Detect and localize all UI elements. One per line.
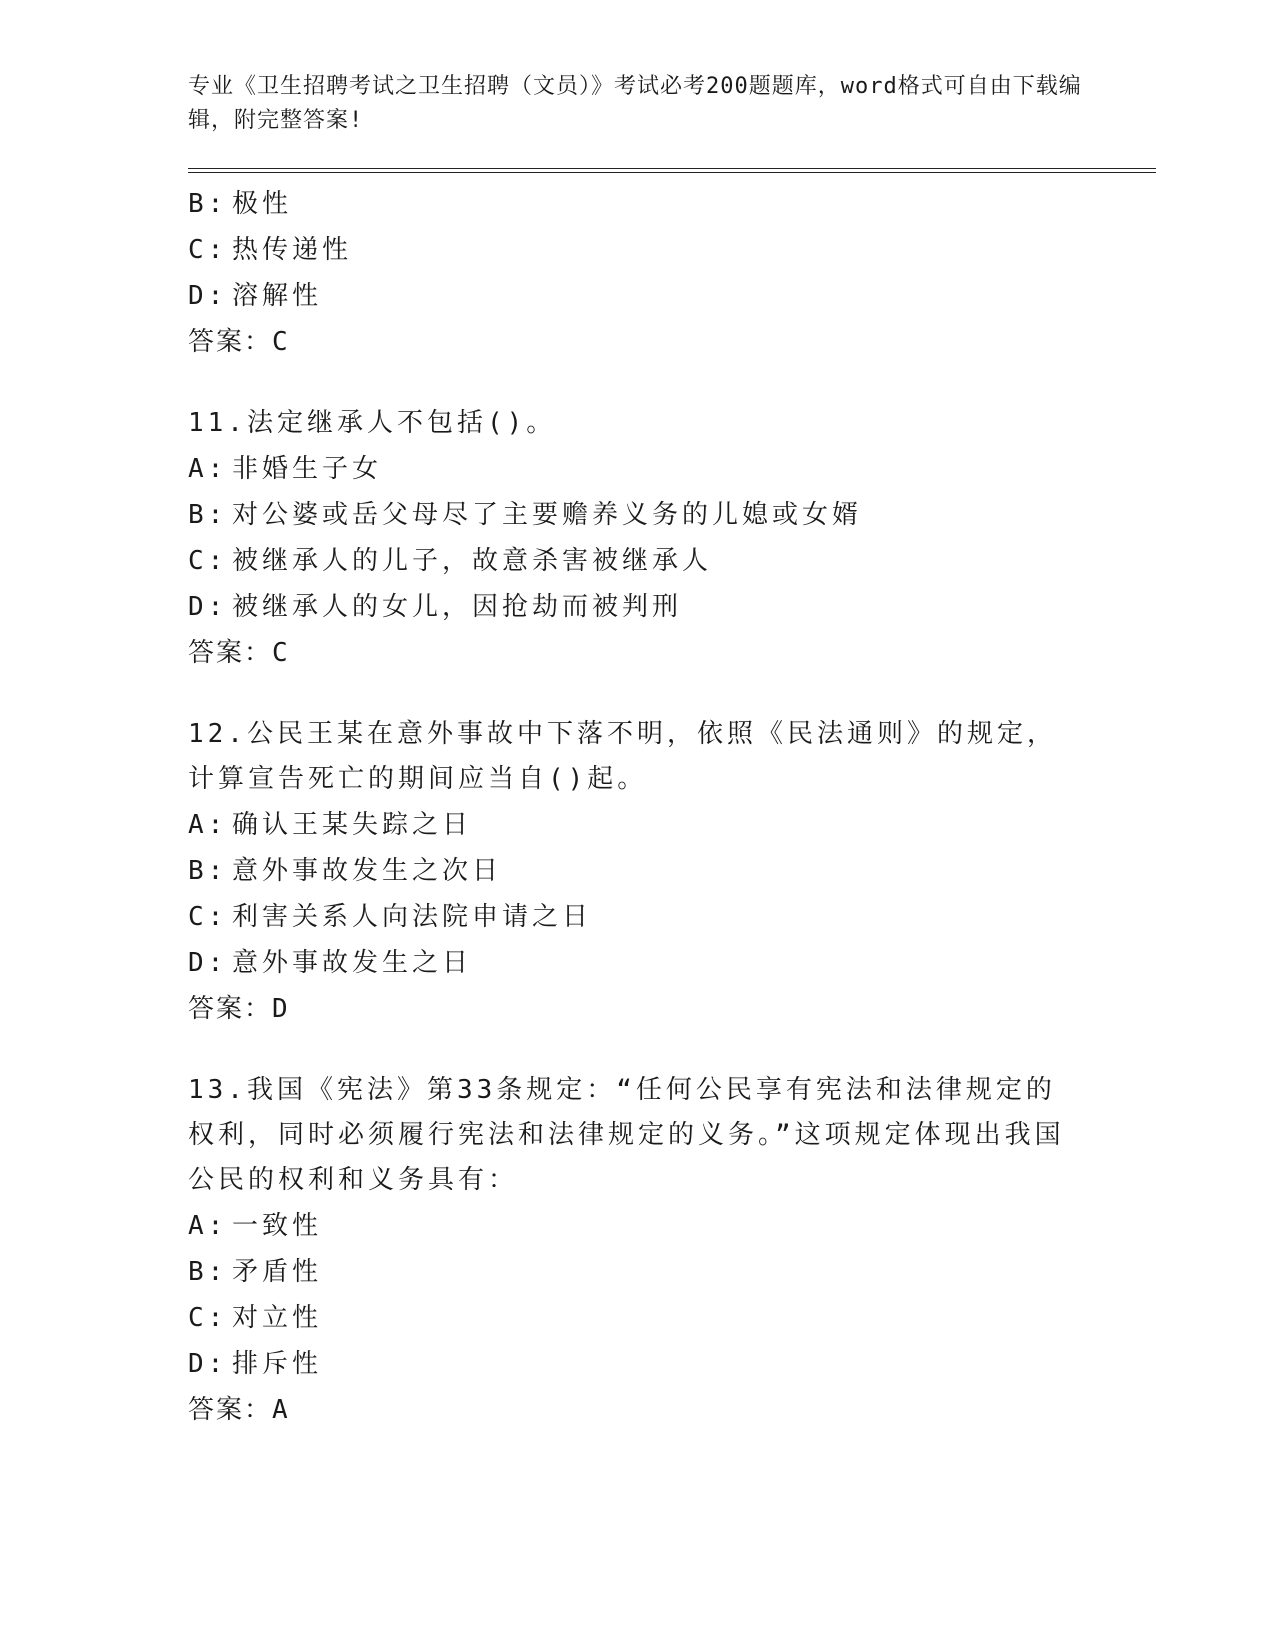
question-content — [188, 181, 1158, 1433]
answer-line — [188, 630, 1158, 676]
answer-label: 答案： — [188, 1395, 273, 1425]
option-letter: D: — [188, 592, 228, 622]
option-letter: D: — [188, 1349, 228, 1379]
option-d — [188, 273, 1158, 319]
option-d — [188, 940, 1158, 986]
answer-label: 答案： — [188, 327, 273, 357]
carryover-question — [188, 181, 1158, 365]
option-a — [188, 446, 1158, 492]
option-text: 被继承人的儿子，故意杀害被继承人 — [232, 546, 713, 576]
option-a — [188, 802, 1158, 848]
option-text: 对立性 — [232, 1303, 323, 1333]
option-letter: A: — [188, 454, 228, 484]
option-letter: A: — [188, 1211, 228, 1241]
option-text: 被继承人的女儿，因抢劫而被判刑 — [232, 592, 683, 622]
answer-value: C — [272, 327, 290, 357]
option-text: 意外事故发生之日 — [232, 948, 473, 978]
option-text: 利害关系人向法院申请之日 — [232, 902, 593, 932]
option-letter: C: — [188, 546, 228, 576]
question-stem: 11.法定继承人不包括()。 — [188, 408, 557, 438]
option-text: 一致性 — [232, 1211, 323, 1241]
option-text: 极性 — [232, 189, 293, 219]
option-text: 意外事故发生之次日 — [232, 856, 503, 886]
option-b — [188, 181, 1158, 227]
option-c — [188, 1295, 1158, 1341]
option-b — [188, 492, 1158, 538]
answer-line — [188, 986, 1158, 1032]
question-13 — [188, 1068, 1158, 1433]
question-12 — [188, 712, 1158, 1032]
answer-value: C — [272, 638, 290, 668]
answer-line — [188, 1387, 1158, 1433]
option-letter: B: — [188, 500, 228, 530]
option-d — [188, 584, 1158, 630]
option-letter: B: — [188, 856, 228, 886]
option-letter: D: — [188, 281, 228, 311]
answer-value: A — [272, 1395, 290, 1425]
option-letter: A: — [188, 810, 228, 840]
option-text: 确认王某失踪之日 — [232, 810, 473, 840]
question-11 — [188, 401, 1158, 676]
option-c — [188, 538, 1158, 584]
option-b — [188, 1249, 1158, 1295]
answer-label: 答案： — [188, 994, 273, 1024]
option-letter: C: — [188, 902, 228, 932]
option-letter: D: — [188, 948, 228, 978]
option-letter: C: — [188, 1303, 228, 1333]
option-b — [188, 848, 1158, 894]
option-a — [188, 1203, 1158, 1249]
question-stem: 13.我国《宪法》第33条规定：“任何公民享有宪法和法律规定的权利，同时必须履行宪法和法律规定的义务。”这项规定体现出我国公民的权利和义务具有： — [188, 1075, 1065, 1195]
header-text: 专业《卫生招聘考试之卫生招聘（文员）》考试必考200题题库，word格式可自由下载编辑，附完整答案! — [188, 74, 1082, 133]
document-page — [188, 0, 1158, 1433]
option-letter: B: — [188, 1257, 228, 1287]
option-text: 对公婆或岳父母尽了主要赡养义务的儿媳或女婿 — [232, 500, 863, 530]
option-text: 热传递性 — [232, 235, 353, 265]
option-d — [188, 1341, 1158, 1387]
option-letter: B: — [188, 189, 228, 219]
option-text: 排斥性 — [232, 1349, 323, 1379]
option-text: 溶解性 — [232, 281, 323, 311]
option-c — [188, 894, 1158, 940]
header-double-rule — [188, 168, 1156, 173]
question-stem: 12.公民王某在意外事故中下落不明，依照《民法通则》的规定，计算宣告死亡的期间应当自()起。 — [188, 719, 1057, 794]
answer-value: D — [272, 994, 290, 1024]
option-letter: C: — [188, 235, 228, 265]
option-c — [188, 227, 1158, 273]
answer-label: 答案： — [188, 638, 273, 668]
option-text: 矛盾性 — [232, 1257, 323, 1287]
option-text: 非婚生子女 — [232, 454, 383, 484]
answer-line — [188, 319, 1158, 365]
document-header — [188, 70, 1088, 138]
